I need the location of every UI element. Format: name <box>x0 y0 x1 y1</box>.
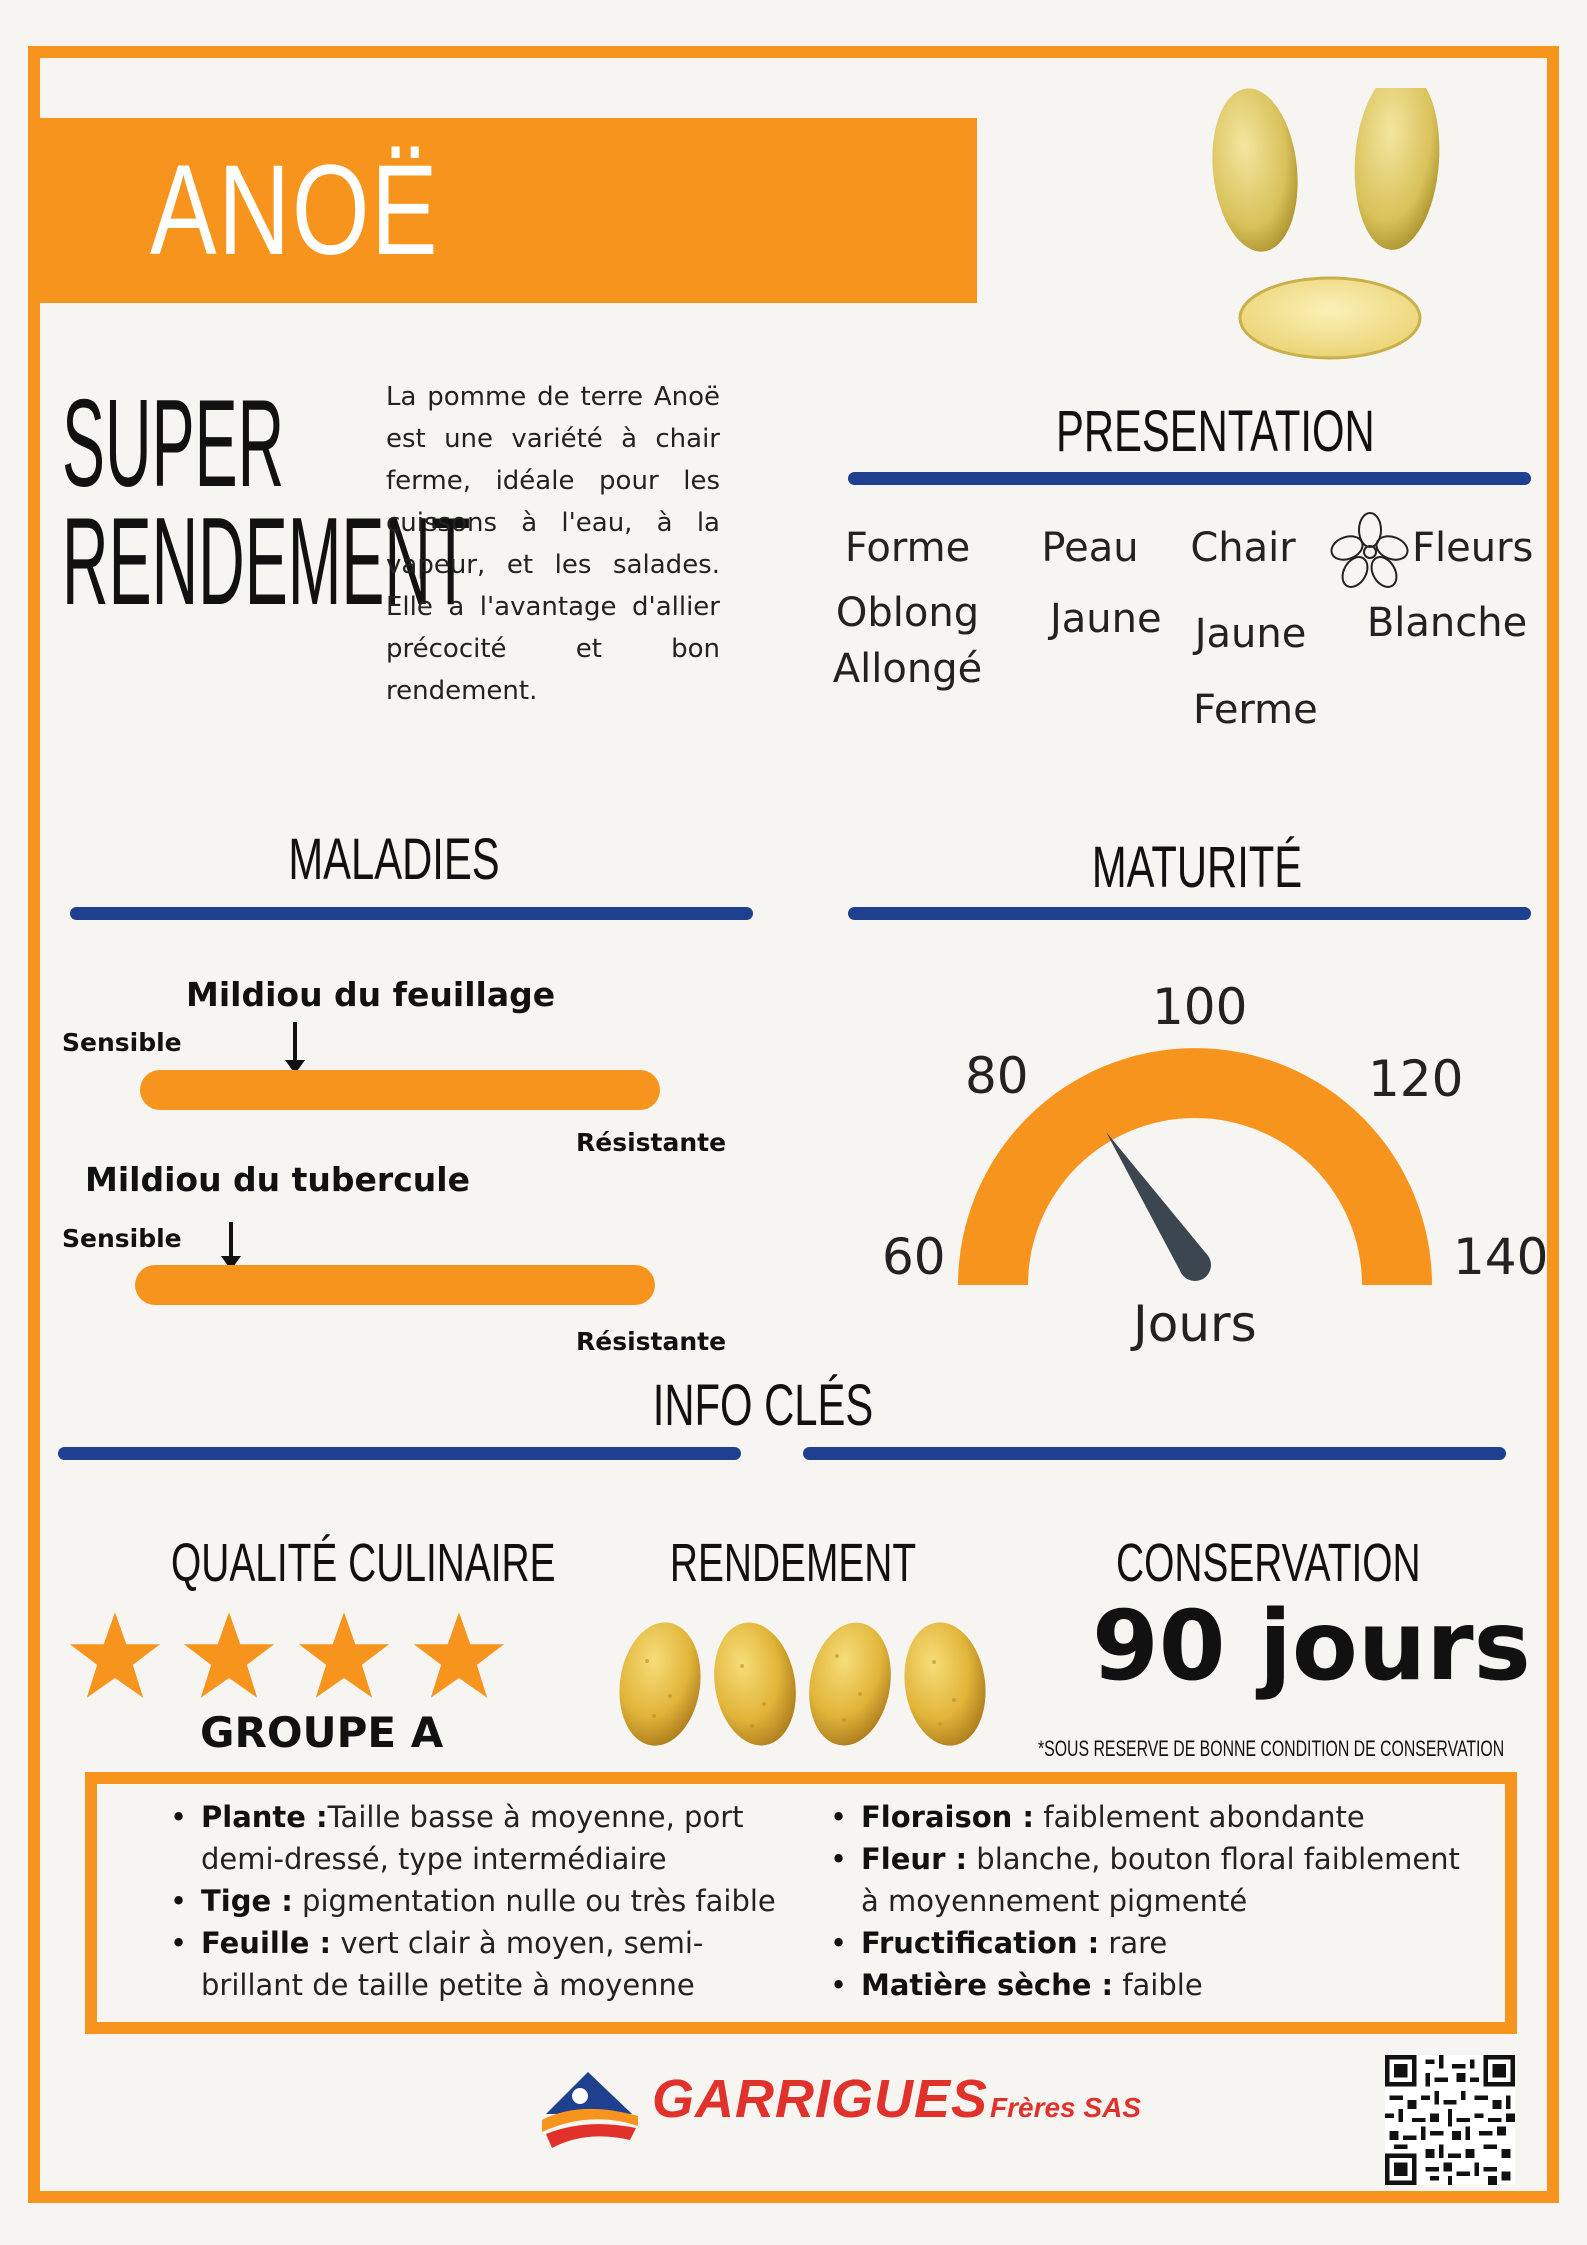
disease-name: Mildiou du tubercule <box>85 1160 470 1199</box>
page-title: ANOË <box>150 139 440 282</box>
conservation-value: 90 jours <box>1092 1590 1531 1702</box>
tige-label: Tige : <box>201 1884 293 1918</box>
disease-name: Mildiou du feuillage <box>186 975 556 1014</box>
peau-label: Peau <box>1041 525 1139 571</box>
sensible-label: Sensible <box>62 1224 182 1253</box>
fructification-text: rare <box>1099 1926 1168 1960</box>
level-arrow-icon <box>229 1222 233 1260</box>
list-item <box>830 1922 1460 1964</box>
matiere-seche-label: Matière sèche : <box>861 1968 1114 2002</box>
presentation-divider <box>848 472 1531 485</box>
maladies-heading: MALADIES <box>288 827 500 892</box>
rendement-heading: RENDEMENT <box>669 1533 917 1593</box>
star-icon <box>412 1610 506 1700</box>
feuille-text: vert clair à moyen, semi-brillant de taille petite à moyenne <box>201 1926 704 2002</box>
presentation-col-chair <box>1178 525 1318 748</box>
gauge-tick-60: 60 <box>882 1228 946 1286</box>
characteristics-left <box>170 1796 800 2006</box>
info-cles-divider-left <box>58 1447 741 1460</box>
gauge-tick-140: 140 <box>1453 1228 1549 1286</box>
variety-description: La pomme de terre Anoë est une variété à chair ferme, idéale pour les cuissons à l'eau, à la vapeur, et les salades. Elle a l'avantage d'allier précocité et bon rendement. <box>386 382 720 706</box>
floraison-label: Floraison : <box>861 1800 1035 1834</box>
potato-icon <box>800 1616 900 1752</box>
rendement-line: RENDEMENT <box>62 493 471 631</box>
flower-icon <box>1330 512 1410 590</box>
brand-name: GARRIGUES <box>652 2069 989 2129</box>
list-item <box>170 1796 800 1880</box>
potato-icon <box>897 1617 992 1751</box>
info-cles-divider-right <box>803 1447 1506 1460</box>
forme-value: Oblong Allongé <box>832 590 983 692</box>
resistante-label: Résistante <box>576 1327 727 1356</box>
conservation-heading: CONSERVATION <box>1116 1533 1421 1593</box>
fleur-label: Fleur : <box>861 1842 968 1876</box>
info-cles-heading: INFO CLÉS <box>652 1373 874 1438</box>
feuille-label: Feuille : <box>201 1926 332 1960</box>
fleurs-label: Fleurs <box>1412 525 1534 571</box>
culinary-group: GROUPE A <box>200 1708 444 1757</box>
gauge-unit: Jours <box>1133 1295 1257 1353</box>
star-icon <box>297 1610 391 1700</box>
gauge-tick-100: 100 <box>1152 978 1248 1036</box>
plante-label: Plante : <box>201 1800 328 1834</box>
plante-text: Taille basse à moyenne, port demi-dressé, type intermédiaire <box>201 1800 744 1876</box>
presentation-col-forme <box>820 525 995 697</box>
tige-text: pigmentation nulle ou très faible <box>292 1884 776 1918</box>
list-item <box>830 1796 1460 1838</box>
maladies-divider <box>70 907 753 920</box>
yield-rating <box>612 1616 992 1756</box>
star-icon <box>182 1610 276 1700</box>
characteristics-right <box>830 1796 1460 2006</box>
list-item <box>170 1880 800 1922</box>
resistance-bar <box>135 1265 655 1305</box>
forme-label: Forme <box>844 525 971 571</box>
qualite-heading: QUALITÉ CULINAIRE <box>171 1533 556 1593</box>
qr-code-icon[interactable] <box>1385 2055 1515 2185</box>
presentation-col-peau <box>1030 525 1162 642</box>
chair-value: Jaune Ferme <box>1193 611 1318 733</box>
floraison-text: faiblement abondante <box>1034 1800 1365 1834</box>
conservation-note: *SOUS RESERVE DE BONNE CONDITION DE CONSERVATION <box>1038 1736 1505 1761</box>
resistance-bar <box>140 1070 660 1110</box>
resistante-label: Résistante <box>576 1128 727 1157</box>
list-item <box>170 1922 800 2006</box>
chair-label: Chair <box>1190 525 1296 571</box>
gauge-tick-80: 80 <box>965 1047 1029 1105</box>
peau-value: Jaune <box>1050 596 1162 642</box>
gauge-needle-cap <box>1179 1249 1211 1281</box>
fleurs-value: Blanche <box>1366 600 1528 646</box>
star-rating <box>68 1610 528 1710</box>
list-item <box>830 1838 1460 1922</box>
star-icon <box>68 1610 162 1700</box>
gauge-tick-120: 120 <box>1368 1050 1464 1108</box>
garrigues-logo-icon <box>540 2070 640 2152</box>
maturite-heading: MATURITÉ <box>1091 835 1303 900</box>
presentation-heading: PRESENTATION <box>1056 399 1375 464</box>
potato-icon <box>612 1617 708 1751</box>
brand-subtitle: Frères SAS <box>990 2092 1141 2123</box>
potato-icon <box>705 1616 805 1752</box>
matiere-seche-text: faible <box>1113 1968 1203 2002</box>
list-item <box>830 1964 1460 2006</box>
fleur-text: blanche, bouton floral faiblement à moyennement pigmenté <box>861 1842 1460 1918</box>
super-line: SUPER <box>62 375 285 513</box>
sensible-label: Sensible <box>62 1028 182 1057</box>
level-arrow-icon <box>293 1022 297 1064</box>
potato-photo-icon <box>1200 88 1450 368</box>
maturite-divider <box>848 907 1531 920</box>
fructification-label: Fructification : <box>861 1926 1100 1960</box>
